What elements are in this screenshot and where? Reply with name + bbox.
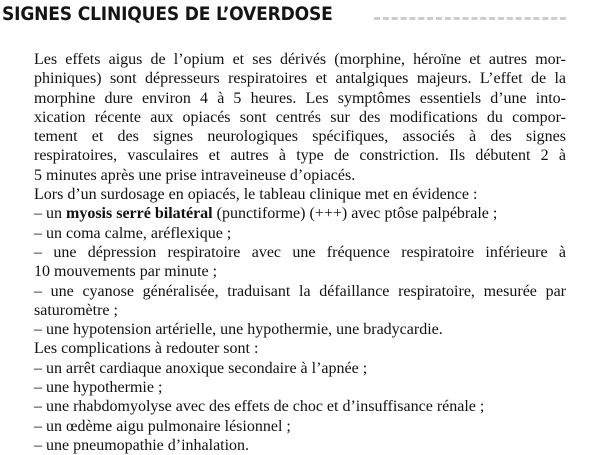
section-title: SIGNES CLINIQUES DE L’OVERDOSE — [2, 3, 333, 25]
list-item-prefix: – un — [34, 205, 66, 223]
list-item: – un coma calme, aréflexique ; — [34, 224, 232, 242]
heading-rule — [374, 17, 566, 23]
paragraph-line: phiniques) sont dépresseurs respiratoires et antalgiques majeurs. L’effet de la — [34, 70, 566, 88]
paragraph-line: xication récente aux opiacés sont centrés sur des modifications du compor- — [34, 108, 566, 126]
list-item-continuation: 10 mouvements par minute ; — [34, 263, 218, 281]
complications-list — [34, 339, 566, 455]
paragraph-line: tement et des signes neurologiques spécifiques, associés à des signes — [34, 128, 566, 146]
list-item-suffix: (punctiforme) (+++) avec ptôse palpébrale ; — [212, 205, 498, 223]
paragraph-line: 5 minutes après une prise intraveineuse d’opiacés. — [34, 166, 356, 184]
list-item: – une rhabdomyolyse avec des effets de choc et d’insuffisance rénale ; — [34, 398, 485, 416]
list-item: – un arrêt cardiaque anoxique secondaire à l’apnée ; — [34, 359, 368, 377]
list-item: – une dépression respiratoire avec une fréquence respiratoire inférieure à — [34, 243, 566, 261]
paragraph-line: morphine dure environ 4 à 5 heures. Les symptômes essentiels d’une into- — [34, 89, 566, 107]
list-item — [34, 204, 566, 223]
body-text — [34, 50, 566, 455]
list-item-emphasis: myosis serré bilatéral — [66, 205, 213, 223]
overdose-signs-list — [34, 185, 566, 339]
list-item: – une hypotension artérielle, une hypothermie, une bradycardie. — [34, 321, 443, 339]
list-item: – une cyanose généralisée, traduisant la défaillance respiratoire, mesurée par — [34, 282, 566, 300]
paragraph-opium-effects — [34, 50, 566, 185]
list-intro: Les complications à redouter sont : — [34, 340, 259, 358]
list-item-continuation: saturomètre ; — [34, 301, 118, 319]
list-intro: Lors d’un surdosage en opiacés, le tableau clinique met en évidence : — [34, 186, 478, 204]
paragraph-line: Les effets aigus de l’opium et ses dérivés (morphine, héroïne et autres mor- — [34, 51, 566, 68]
section-heading — [2, 2, 602, 28]
paragraph-line: respiratoires, vasculaires et autres à type de constriction. Ils débutent 2 à — [34, 147, 566, 165]
list-item: – une hypothermie ; — [34, 379, 163, 397]
list-item: – un œdème aigu pulmonaire lésionnel ; — [34, 417, 291, 435]
list-item: – une pneumopathie d’inhalation. — [34, 436, 250, 454]
